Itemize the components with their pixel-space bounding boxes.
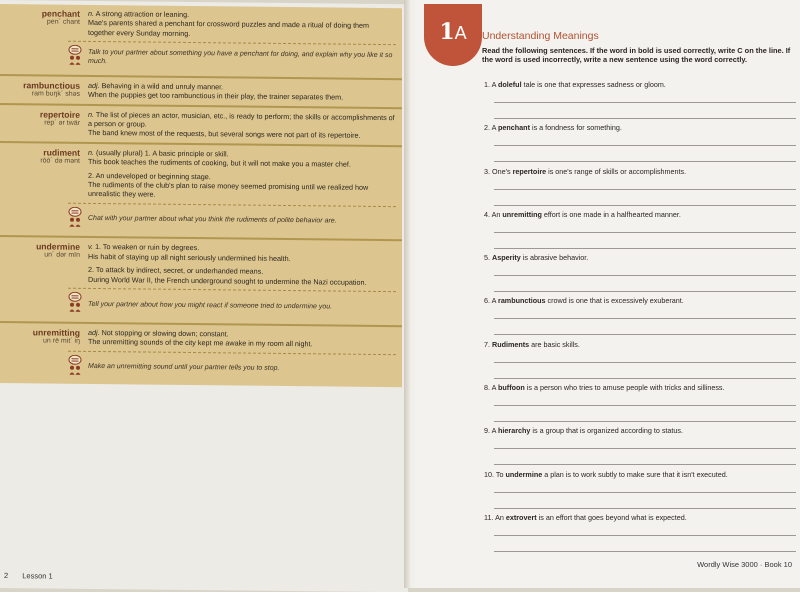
headword: rudiment — [0, 147, 80, 158]
talk-prompt-text: Make an unremitting sound until your partner tells you to stop. — [88, 363, 279, 374]
talk-prompt — [68, 350, 396, 383]
pronunciation: rep´ ər twär — [0, 119, 80, 127]
talk-prompt-text: Talk to your partner about something you have a penchant for doing, and explain why you like it so much. — [88, 49, 396, 69]
sentence-post: is a group that is organized according to status. — [530, 426, 683, 435]
sentence-pre: An — [492, 210, 503, 219]
bold-word: repertoire — [513, 167, 547, 176]
partner-talk-icon — [68, 45, 82, 71]
bold-word: penchant — [498, 123, 530, 132]
part-of-speech: v. — [88, 242, 93, 251]
bold-word: rambunctious — [498, 296, 546, 305]
answer-line[interactable] — [494, 102, 796, 103]
item-number: 7. — [484, 340, 490, 349]
sentence-post: is an effort that goes beyond what is expected. — [537, 513, 687, 522]
headword-column — [0, 109, 88, 138]
sentence-post: is abrasive behavior. — [521, 253, 589, 262]
part-of-speech: n. — [88, 110, 94, 119]
answer-line[interactable] — [494, 362, 796, 363]
item-number: 5. — [484, 253, 490, 262]
word-entry — [0, 76, 402, 109]
instructions: Read the following sentences. If the word in bold is used correctly, write C on the line. If the word is used incorrectly, write a new sentence using the word correctly. — [482, 46, 794, 64]
sentence-pre: A — [492, 123, 498, 132]
item-number: 6. — [484, 296, 490, 305]
sentence-post: is a fondness for something. — [530, 123, 622, 132]
entry-body — [88, 110, 396, 141]
word-entry — [0, 105, 402, 147]
exercise-sentence — [484, 296, 796, 305]
definition-text: 2. An undeveloped or beginning stage. — [88, 171, 211, 181]
exercise-item — [484, 123, 796, 166]
sentence-pre: A — [492, 296, 498, 305]
exercise-badge — [424, 4, 482, 66]
example-sentence: Mae's parents shared a penchant for crossword puzzles and made a ritual of doing them together every Sunday morning. — [88, 18, 396, 40]
definition-text: 2. To attack by indirect, secret, or underhanded means. — [88, 265, 263, 276]
badge-number: 1 — [439, 19, 454, 45]
answer-line[interactable] — [494, 378, 796, 379]
exercise-item — [484, 513, 796, 556]
partner-talk-icon — [68, 292, 82, 318]
example-sentence: The unremitting sounds of the city kept me awake in my room all night. — [88, 337, 396, 350]
item-number: 4. — [484, 210, 490, 219]
answer-line[interactable] — [494, 508, 796, 509]
answer-line[interactable] — [494, 551, 796, 552]
word-entry — [0, 143, 402, 242]
talk-prompt-text: Chat with your partner about what you think the rudiments of polite behavior are. — [88, 215, 337, 226]
definition-text: A strong attraction or leaning. — [96, 9, 190, 19]
exercise-sentence — [484, 210, 796, 219]
sentence-pre: To — [496, 470, 506, 479]
talk-prompt — [68, 288, 396, 321]
entry-body — [88, 148, 396, 236]
bold-word: extrovert — [506, 513, 537, 522]
word-list-panel — [0, 4, 402, 387]
answer-line[interactable] — [494, 405, 796, 406]
talk-prompt — [68, 41, 396, 74]
item-number: 11. — [484, 513, 493, 522]
page-number: 2 — [4, 571, 8, 580]
example-sentence: The rudiments of the club's plan to raise money seemed promising until we realized how unrealistic they were. — [88, 180, 396, 202]
headword: unremitting — [0, 327, 80, 338]
book-label: Wordly Wise 3000 · Book 10 — [697, 560, 792, 569]
answer-line[interactable] — [494, 291, 796, 292]
exercise-item — [484, 340, 796, 383]
definition-text: (usually plural) 1. A basic principle or skill. — [96, 148, 229, 158]
headword-column — [0, 80, 88, 100]
exercise-list — [484, 80, 796, 556]
exercise-item — [484, 470, 796, 513]
talk-prompt-text: Tell your partner about how you might react if someone tried to undermine you. — [88, 301, 332, 312]
answer-line[interactable] — [494, 275, 796, 276]
bold-word: buffoon — [498, 383, 525, 392]
part-of-speech: n. — [88, 148, 94, 157]
definition-text: 1. To weaken or ruin by degrees. — [95, 242, 199, 252]
item-number: 8. — [484, 383, 490, 392]
exercise-item — [484, 383, 796, 426]
answer-line[interactable] — [494, 318, 796, 319]
word-entry — [0, 4, 402, 80]
answer-line[interactable] — [494, 421, 796, 422]
exercise-sentence — [484, 253, 796, 262]
answer-line[interactable] — [494, 334, 796, 335]
item-number: 3. — [484, 167, 490, 176]
exercise-item — [484, 253, 796, 296]
sentence-post: tale is one that expresses sadness or gloom. — [522, 80, 666, 89]
item-number: 9. — [484, 426, 490, 435]
bold-word: Rudiments — [492, 340, 529, 349]
answer-line[interactable] — [494, 205, 796, 206]
left-footer — [4, 571, 65, 581]
example-sentence: When the puppies get too rambunctious in their play, the trainer separates them. — [88, 90, 396, 103]
example-sentence: This book teaches the rudiments of cooking, but it will not make you a master chef. — [88, 157, 396, 170]
section-title: Understanding Meanings — [482, 30, 599, 42]
definition-text: Not stopping or slowing down; constant. — [102, 328, 229, 338]
exercise-sentence — [484, 383, 796, 392]
item-number: 10. — [484, 470, 494, 479]
entry-body — [88, 9, 396, 74]
bold-word: undermine — [505, 470, 542, 479]
headword: penchant — [0, 8, 80, 19]
exercise-sentence — [484, 167, 796, 176]
answer-line[interactable] — [494, 464, 796, 465]
sentence-post: is one's range of skills or accomplishments. — [546, 167, 686, 176]
pronunciation: ram buŋk´ shəs — [0, 90, 80, 98]
sentence-post: effort is one made in a halfhearted manner. — [542, 210, 681, 219]
sentence-post: are basic skills. — [529, 340, 580, 349]
entry-body — [88, 328, 396, 384]
answer-line[interactable] — [494, 535, 796, 536]
item-number: 2. — [484, 123, 490, 132]
exercise-sentence — [484, 340, 796, 349]
answer-line[interactable] — [494, 448, 796, 449]
right-page — [414, 0, 800, 588]
headword: rambunctious — [0, 80, 80, 91]
exercise-sentence — [484, 470, 796, 479]
answer-line[interactable] — [494, 118, 796, 119]
bold-word: Asperity — [492, 253, 521, 262]
example-sentence: His habit of staying up all night seriously undermined his health. — [88, 252, 396, 265]
badge-letter: A — [455, 23, 467, 43]
part-of-speech: adj. — [88, 328, 100, 337]
definition-text: Behaving in a wild and unruly manner. — [102, 81, 223, 91]
example-sentence: The band knew most of the requests, but several songs were not part of its repertoire. — [88, 128, 396, 141]
exercise-item — [484, 167, 796, 210]
answer-line[interactable] — [494, 232, 796, 233]
item-number: 1. — [484, 80, 490, 89]
sentence-pre: A — [492, 383, 498, 392]
definition-text: The list of pieces an actor, musician, etc., is ready to perform; the skills or accomplishments of a person or group. — [88, 110, 395, 129]
exercise-sentence — [484, 80, 796, 89]
bold-word: hierarchy — [498, 426, 530, 435]
headword: repertoire — [0, 109, 80, 120]
answer-line[interactable] — [494, 189, 796, 190]
entry-body — [88, 81, 396, 103]
lesson-label: Lesson 1 — [22, 571, 52, 580]
exercise-sentence — [484, 123, 796, 132]
example-sentence: During World War II, the French underground sought to undermine the Nazi occupation. — [88, 275, 396, 288]
talk-prompt — [68, 203, 396, 236]
answer-line[interactable] — [494, 145, 796, 146]
pronunciation: un´ dər mīn — [0, 251, 80, 259]
word-entry — [0, 237, 402, 326]
part-of-speech: adj. — [88, 81, 100, 90]
sentence-pre: A — [492, 426, 498, 435]
answer-line[interactable] — [494, 492, 796, 493]
sentence-post: a plan is to work subtly to make sure that it isn't executed. — [542, 470, 728, 479]
pronunciation: rōō´ də mənt — [0, 157, 80, 165]
sentence-pre: One's — [492, 167, 513, 176]
partner-talk-icon — [68, 354, 82, 380]
part-of-speech: n. — [88, 9, 94, 18]
sentence-pre: An — [495, 513, 506, 522]
exercise-sentence — [484, 426, 796, 435]
headword: undermine — [0, 241, 80, 252]
word-entry — [0, 323, 402, 388]
partner-talk-icon — [68, 207, 82, 233]
exercise-item — [484, 80, 796, 123]
sentence-post: crowd is one that is excessively exuberant. — [546, 296, 684, 305]
answer-line[interactable] — [494, 248, 796, 249]
pronunciation: pen´ chant — [0, 18, 80, 26]
exercise-sentence — [484, 513, 796, 522]
answer-line[interactable] — [494, 161, 796, 162]
pronunciation: un rē mit´ iŋ — [0, 337, 80, 345]
entry-body — [88, 242, 396, 320]
bold-word: unremitting — [502, 210, 542, 219]
bold-word: doleful — [498, 80, 522, 89]
sentence-pre: A — [492, 80, 498, 89]
exercise-item — [484, 296, 796, 339]
exercise-item — [484, 426, 796, 469]
exercise-item — [484, 210, 796, 253]
right-footer — [697, 560, 792, 569]
sentence-post: is a person who tries to amuse people with tricks and silliness. — [525, 383, 725, 392]
